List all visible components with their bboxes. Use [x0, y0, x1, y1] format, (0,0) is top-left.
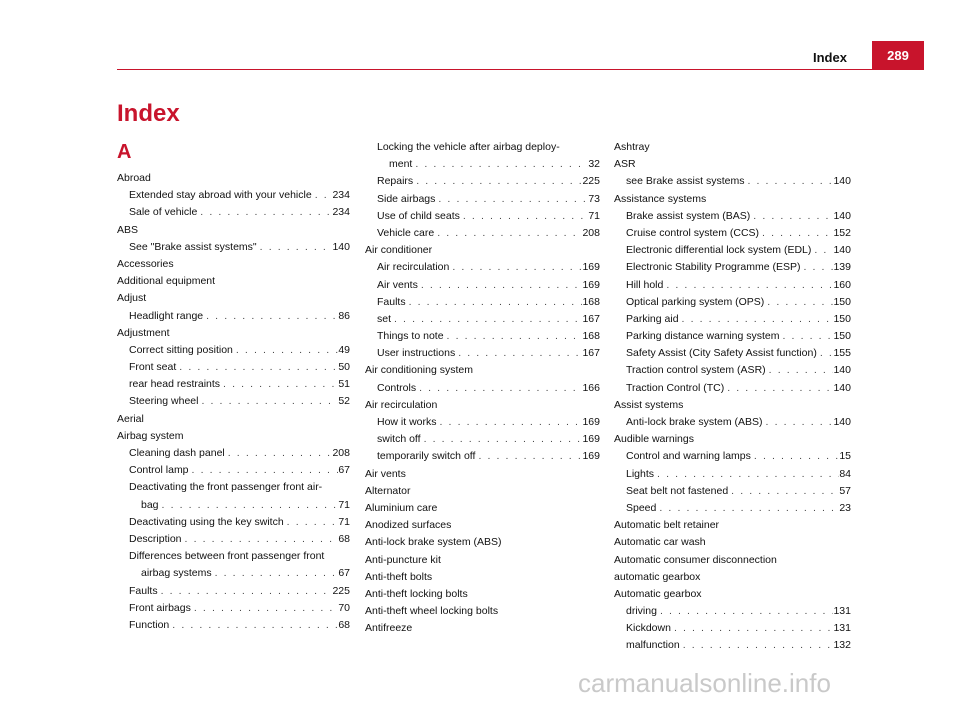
index-entry: [614, 483, 851, 500]
dot-leader: [197, 204, 332, 221]
index-entry: [614, 380, 851, 397]
index-entry-term: Headlight range: [129, 309, 204, 322]
index-entry: [365, 380, 600, 397]
index-entry: [117, 170, 350, 187]
index-entry-page: 49: [338, 343, 350, 356]
index-entry: [117, 600, 350, 617]
dot-leader: [654, 466, 839, 483]
page-number: 289: [887, 47, 909, 63]
index-entry-page: 84: [839, 467, 851, 480]
index-entry-term: Airbag system: [117, 429, 184, 442]
index-entry-page: 15: [839, 450, 851, 463]
index-entry-term: Lights: [626, 467, 655, 480]
index-entry-term: Anti-lock brake system (ABS): [626, 416, 763, 428]
index-entry: [365, 603, 600, 620]
index-entry-term: Brake assist system (BAS): [626, 209, 751, 222]
index-entry-page: 140: [833, 381, 851, 394]
index-entry-term: Parking distance warning system: [626, 330, 780, 343]
index-entry-term: Anodized surfaces: [365, 519, 452, 532]
index-entry-term: User instructions: [377, 347, 456, 360]
index-entry-term: Aerial: [117, 412, 144, 425]
index-entry: [117, 359, 350, 376]
index-entry: [365, 173, 600, 190]
dot-leader: [434, 225, 582, 242]
index-entry-term: Cruise control system (CCS): [626, 226, 760, 239]
index-entry-page: 225: [582, 175, 600, 188]
index-entry-term: Deactivating using the key switch: [129, 515, 284, 528]
index-entry-term: Electronic Stability Programme (ESP): [626, 261, 801, 274]
index-entry-page: 155: [833, 347, 851, 360]
dot-leader: [679, 311, 834, 328]
index-column-3: [614, 139, 851, 655]
index-entry: [365, 328, 600, 345]
index-entry-term: automatic gearbox: [614, 570, 701, 583]
index-entry-term: ASR: [614, 158, 636, 171]
index-entry-term: Air recirculation: [365, 398, 438, 411]
index-entry-term: Deactivating the front passenger front air-: [129, 481, 323, 494]
dot-leader: [437, 414, 583, 431]
index-entry: [614, 173, 851, 190]
index-entry-page: 169: [582, 450, 600, 463]
dot-leader: [780, 328, 834, 345]
index-entry-page: 68: [338, 618, 350, 631]
index-entry: [117, 497, 350, 514]
index-entry: [365, 277, 600, 294]
index-entry-term: Things to note: [377, 330, 444, 343]
index-entry-page: 73: [588, 192, 600, 205]
index-entry: [365, 517, 600, 534]
index-entry-page: 57: [839, 484, 851, 497]
index-entry-term: Controls: [377, 381, 417, 394]
index-entry: [614, 603, 851, 620]
dot-leader: [257, 239, 333, 256]
index-entry-term: Faults: [377, 295, 406, 308]
index-entry-page: 169: [582, 433, 600, 446]
dot-leader: [475, 448, 582, 465]
index-entry-term: Additional equipment: [117, 275, 216, 288]
index-entry-term: Cleaning dash panel: [129, 447, 225, 459]
index-entry: [365, 552, 600, 569]
index-entry: [614, 431, 851, 448]
index-entry-term: Adjust: [117, 292, 147, 305]
dot-leader: [800, 259, 833, 276]
index-entry-page: 150: [833, 295, 851, 308]
index-entry-page: 234: [332, 206, 350, 219]
index-entry: [365, 500, 600, 517]
index-entry: [117, 376, 350, 393]
index-entry: [614, 277, 851, 294]
index-entry-term: Air vents: [365, 467, 406, 480]
index-entry-term: Alternator: [365, 484, 411, 497]
index-entry-term: Anti-theft bolts: [365, 570, 433, 583]
index-entry: [614, 156, 851, 173]
index-entry-page: 32: [588, 158, 600, 171]
dot-leader: [421, 431, 583, 448]
index-entry-page: 166: [582, 381, 600, 394]
index-entry-term: Hill hold: [626, 278, 664, 291]
dot-leader: [198, 393, 338, 410]
index-entry: [117, 617, 350, 634]
dot-leader: [412, 156, 588, 173]
dot-leader: [220, 376, 338, 393]
index-entry-term: Automatic car wash: [614, 536, 706, 549]
index-entry: [117, 308, 350, 325]
index-entry: [117, 565, 350, 582]
index-entry: [614, 517, 851, 534]
index-entry-term: Vehicle care: [377, 226, 435, 239]
index-entry: [365, 345, 600, 362]
index-entry: [614, 552, 851, 569]
index-entry-term: see Brake assist systems: [626, 175, 745, 188]
index-entry: [117, 239, 350, 256]
index-entry-term: driving: [626, 605, 657, 618]
index-entry: [117, 204, 350, 221]
index-entry: [365, 208, 600, 225]
index-entry-page: 140: [332, 240, 350, 253]
dot-leader: [158, 583, 333, 600]
index-entry: [365, 191, 600, 208]
index-entry: [117, 290, 350, 307]
index-entry-term: Side airbags: [377, 192, 436, 205]
index-entry-page: 52: [338, 395, 350, 408]
index-entry: [117, 325, 350, 342]
dot-leader: [449, 259, 582, 276]
dot-leader: [189, 462, 339, 479]
index-entry-term: Antifreeze: [365, 622, 413, 635]
index-entry: [365, 397, 600, 414]
index-entry-term: Anti-puncture kit: [365, 553, 441, 566]
index-entry: [614, 637, 851, 654]
dot-leader: [406, 294, 583, 311]
index-entry: [365, 259, 600, 276]
page-number-tab: [872, 41, 924, 69]
index-entry-term: Automatic gearbox: [614, 587, 702, 600]
index-entry-term: Seat belt not fastened: [626, 484, 729, 497]
index-entry: [614, 242, 851, 259]
index-entry-term: Air conditioner: [365, 244, 433, 257]
index-entry: [614, 448, 851, 465]
dot-leader: [680, 637, 834, 654]
dot-leader: [169, 617, 338, 634]
index-entry: [614, 620, 851, 637]
dot-leader: [191, 600, 338, 617]
index-entry-term: set: [377, 312, 392, 325]
index-entry-page: 23: [839, 501, 851, 514]
index-entry-term: Parking aid: [626, 312, 679, 325]
index-entry-term: airbag systems: [141, 567, 212, 580]
index-entry: [117, 411, 350, 428]
index-entry: [614, 586, 851, 603]
dot-leader: [312, 187, 333, 204]
dot-leader: [671, 620, 834, 637]
index-entry-page: 167: [582, 312, 600, 325]
index-entry-term: Air vents: [377, 278, 418, 291]
index-entry: [117, 531, 350, 548]
index-entry-term: Use of child seats: [377, 209, 460, 222]
index-entry-term: Air conditioning system: [365, 364, 473, 377]
index-entry: [365, 362, 600, 379]
index-entry: [117, 222, 350, 239]
index-entry-term: Speed: [626, 501, 657, 514]
dot-leader: [763, 414, 834, 431]
index-entry: [117, 462, 350, 479]
index-entry-term: Differences between front passenger front: [129, 550, 325, 563]
index-entry-term: Assist systems: [614, 398, 684, 411]
index-entry-page: 50: [338, 361, 350, 374]
index-entry-term: Adjustment: [117, 326, 170, 339]
dot-leader: [663, 277, 833, 294]
dot-leader: [750, 208, 833, 225]
index-entry-page: 140: [833, 175, 851, 188]
index-entry: [365, 311, 600, 328]
index-entry-term: ment: [389, 158, 413, 171]
index-entry-page: 71: [338, 515, 350, 528]
dot-leader: [444, 328, 583, 345]
index-entry: [614, 414, 851, 431]
index-entry-page: 168: [582, 330, 600, 343]
index-entry-page: 169: [582, 261, 600, 274]
index-column-2: [365, 139, 600, 637]
index-entry: [117, 273, 350, 290]
dot-leader: [751, 448, 839, 465]
dot-leader: [212, 565, 339, 582]
index-entry: [365, 569, 600, 586]
index-entry-term: See "Brake assist systems": [129, 240, 257, 253]
dot-leader: [766, 362, 834, 379]
index-entry-page: 132: [833, 639, 851, 652]
index-entry-page: 208: [332, 447, 350, 459]
index-entry: [117, 342, 350, 359]
index-entry: [117, 514, 350, 531]
index-entry-page: 150: [833, 312, 851, 325]
index-entry-term: Abroad: [117, 172, 151, 184]
dot-leader: [811, 242, 833, 259]
index-entry-term: Assistance systems: [614, 192, 707, 205]
index-entry-term: How it works: [377, 416, 437, 428]
index-entry-term: temporarily switch off: [377, 450, 476, 463]
dot-leader: [233, 342, 338, 359]
dot-leader: [182, 531, 339, 548]
index-entry-term: Safety Assist (City Safety Assist function): [626, 347, 817, 360]
index-entry-term: Control and warning lamps: [626, 450, 751, 463]
dot-leader: [176, 359, 338, 376]
index-entry: [365, 431, 600, 448]
index-entry: [614, 397, 851, 414]
index-entry-term: malfunction: [626, 639, 680, 652]
index-entry-page: 150: [833, 330, 851, 343]
index-entry: [614, 208, 851, 225]
index-column-1: [117, 170, 350, 634]
index-entry: [365, 586, 600, 603]
index-entry-page: 86: [338, 309, 350, 322]
index-entry: [614, 569, 851, 586]
index-entry: [117, 428, 350, 445]
index-entry-page: 140: [833, 416, 851, 428]
index-entry: [614, 225, 851, 242]
index-entry-page: 169: [582, 416, 600, 428]
index-entry-page: 67: [338, 464, 350, 477]
dot-leader: [764, 294, 833, 311]
dot-leader: [418, 277, 583, 294]
index-entry-page: 71: [338, 498, 350, 511]
index-entry: [117, 479, 350, 496]
dot-leader: [817, 345, 834, 362]
dot-leader: [455, 345, 582, 362]
index-entry-term: Traction Control (TC): [626, 381, 725, 394]
index-entry-page: 140: [833, 209, 851, 222]
index-entry: [117, 445, 350, 462]
index-entry: [614, 500, 851, 517]
index-entry-term: Repairs: [377, 175, 414, 188]
index-entry-term: Aluminium care: [365, 501, 438, 514]
dot-leader: [416, 380, 582, 397]
dot-leader: [460, 208, 588, 225]
index-entry: [614, 311, 851, 328]
index-entry-page: 208: [582, 226, 600, 239]
index-entry-term: Steering wheel: [129, 395, 199, 408]
watermark-text: carmanualsonline.info: [578, 668, 831, 698]
index-entry-term: Anti-theft wheel locking bolts: [365, 605, 499, 618]
index-entry: [365, 156, 600, 173]
index-entry: [614, 139, 851, 156]
index-entry: [365, 534, 600, 551]
index-entry-term: bag: [141, 498, 159, 511]
dot-leader: [656, 500, 839, 517]
index-entry: [614, 466, 851, 483]
index-entry-page: 71: [588, 209, 600, 222]
index-entry-page: 139: [833, 261, 851, 274]
index-entry-page: 131: [833, 605, 851, 618]
index-entry-page: 234: [332, 189, 350, 202]
index-entry-term: ABS: [117, 223, 139, 236]
index-entry-term: Description: [129, 532, 182, 545]
index-entry-term: switch off: [377, 433, 421, 446]
index-entry-term: Optical parking system (OPS): [626, 295, 765, 308]
index-entry: [365, 294, 600, 311]
index-entry-page: 168: [582, 295, 600, 308]
index-entry-page: 152: [833, 226, 851, 239]
dot-leader: [657, 603, 834, 620]
dot-leader: [203, 308, 338, 325]
index-entry-page: 70: [338, 601, 350, 614]
index-entry-term: Anti-theft locking bolts: [365, 587, 468, 600]
dot-leader: [391, 311, 582, 328]
index-entry: [365, 414, 600, 431]
index-entry-term: Ashtray: [614, 141, 650, 153]
index-entry: [365, 466, 600, 483]
dot-leader: [413, 173, 582, 190]
index-entry: [117, 548, 350, 565]
index-entry-page: 140: [833, 364, 851, 377]
index-entry: [365, 225, 600, 242]
index-entry: [614, 345, 851, 362]
dot-leader: [759, 225, 833, 242]
index-entry-page: 225: [332, 584, 350, 597]
index-entry-term: Kickdown: [626, 622, 671, 635]
dot-leader: [225, 445, 333, 462]
index-entry: [365, 139, 600, 156]
index-entry-term: Front airbags: [129, 601, 191, 614]
header-rule: [117, 69, 924, 70]
index-entry-term: Electronic differential lock system (EDL): [626, 244, 812, 257]
index-entry-term: Front seat: [129, 361, 177, 374]
index-entry-term: Extended stay abroad with your vehicle: [129, 189, 312, 202]
index-entry-term: rear head restraints: [129, 378, 221, 391]
index-entry-page: 67: [338, 567, 350, 580]
index-entry-term: Air recirculation: [377, 261, 450, 274]
dot-leader: [284, 514, 339, 531]
dot-leader: [435, 191, 588, 208]
index-entry-page: 131: [833, 622, 851, 635]
index-entry-page: 167: [582, 347, 600, 360]
running-header-title: Index: [813, 50, 847, 65]
index-entry-term: Function: [129, 618, 170, 631]
dot-leader: [159, 497, 339, 514]
index-entry: [117, 256, 350, 273]
dot-leader: [728, 483, 839, 500]
index-entry-page: 51: [338, 378, 350, 391]
index-entry-term: Locking the vehicle after airbag deploy-: [377, 141, 560, 153]
index-entry: [614, 259, 851, 276]
index-entry: [614, 328, 851, 345]
page-heading: Index: [117, 100, 180, 127]
index-entry: [365, 483, 600, 500]
index-entry-page: 160: [833, 278, 851, 291]
dot-leader: [724, 380, 833, 397]
index-entry-term: Faults: [129, 584, 158, 597]
index-entry: [614, 362, 851, 379]
index-entry-page: 68: [338, 532, 350, 545]
index-entry-term: Automatic belt retainer: [614, 519, 720, 532]
index-entry-term: Audible warnings: [614, 433, 694, 446]
index-entry-term: Traction control system (ASR): [626, 364, 766, 377]
index-entry-term: Sale of vehicle: [129, 206, 198, 219]
index-entry: [614, 191, 851, 208]
index-entry: [614, 294, 851, 311]
index-entry: [365, 620, 600, 637]
index-entry: [117, 187, 350, 204]
index-entry-term: Correct sitting position: [129, 343, 233, 356]
section-letter-a: A: [117, 141, 132, 163]
index-entry: [117, 583, 350, 600]
index-entry-page: 169: [582, 278, 600, 291]
index-entry: [614, 534, 851, 551]
index-entry-term: Accessories: [117, 257, 174, 270]
dot-leader: [744, 173, 833, 190]
index-entry: [365, 242, 600, 259]
index-entry-term: Automatic consumer disconnection: [614, 553, 777, 566]
index-entry: [117, 393, 350, 410]
index-entry-page: 140: [833, 244, 851, 257]
index-entry-term: Control lamp: [129, 464, 189, 477]
index-entry-term: Anti-lock brake system (ABS): [365, 536, 502, 549]
index-entry: [365, 448, 600, 465]
